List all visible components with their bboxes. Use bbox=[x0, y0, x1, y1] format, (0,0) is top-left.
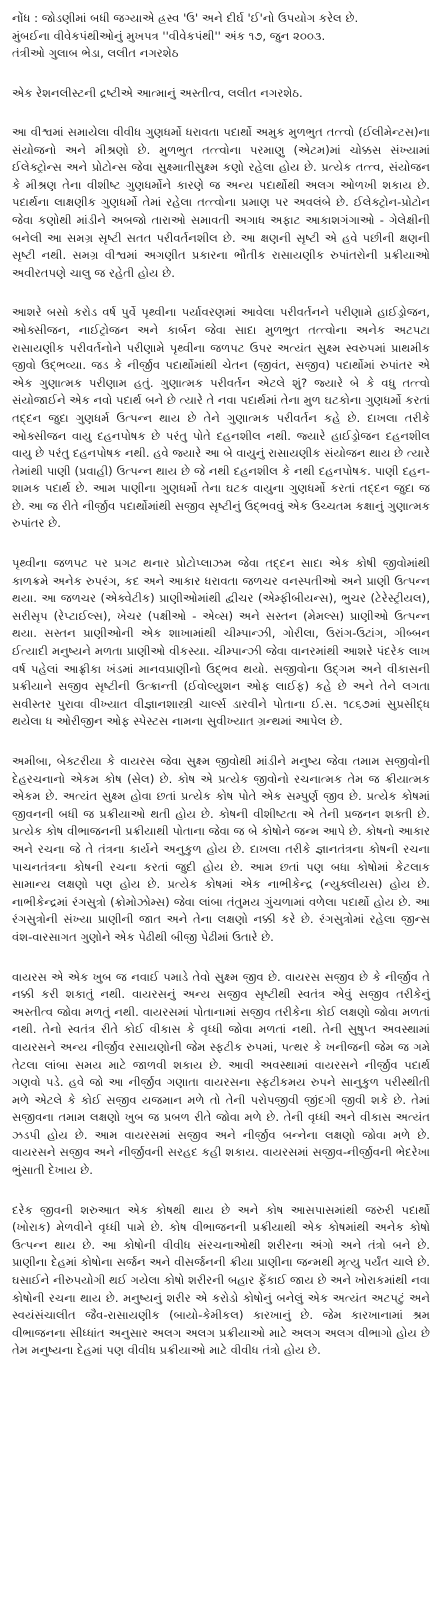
paragraph-origin-of-life: આશરે બસો કરોડ વર્ષ પુર્વે પૃથ્વીના પર્યાવરણમાં આવેલા પરીવર્તનને પરીણામે હાઈડ્રોજન, ઓક્સીજન, નાઈટ્રોજન અને કાર્બન જેવા સાદા મુળભુત તત્ત્વોના અનેક અટપટા રાસાયણીક પરીવર્તનોને પરીણામે પૃથ્વીના જળપટ ઉપર અત્યંત સુક્ષ્મ સ્વરુપમાં પ્રાથમીક જીવો ઉદ્ભવ્યા. જડ કે નીર્જીવ પદાર્થોમાંથી ચેતન (જીવંત, સજીવ) પદાર્થોમાં રુપાંતર એ એક ગુણાત્મક પરીણામ હતું. ગુણાત્મક પરીવર્તન એટલે શું? જ્યારે બે કે વધુ તત્ત્વો સંયોજાઈને એક નવો પદાર્થ બને છે ત્યારે તે નવા પદાર્થમાં તેના મુળ ઘટકોના ગુણધર્મો કરતાં તદ્દન જુદા ગુણધર્મ ઉત્પન્ન થાય છે તેને ગુણાત્મક પરીવર્તન કહે છે. દાખલા તરીકે ઓક્સીજન વાયુ દહનપોષક છે પરંતુ પોતે દહનશીલ નથી. જ્યારે હાઈડ્રોજન દહનશીલ વાયુ છે પરંતુ દહનપોષક નથી. હવે જ્યારે આ બે વાયુનું રાસાયણીક સંયોજન થાય છે ત્યારે તેમાંથી પાણી (પ્રવાહી) ઉત્પન્ન થાય છે જે નથી દહનશીલ કે નથી દહનપોષક. પાણી દહન-શામક પદાર્થ છે. આમ પાણીના ગુણધર્મો તેના ઘટક વાયુના ગુણધર્મો કરતાં તદ્દન જુદા જ છે. આ જ રીતે નીર્જીવ પદાર્થોમાંથી સજીવ સૃષ્ટીનું ઉદ્ભવવું એક ઉચ્ચતમ કક્ષાનું ગુણાત્મક રુપાંતર છે. bbox=[12, 305, 430, 531]
note-line-editors: તંત્રીઓ ગુલાબ ભેડા, લલીત નગરશેઠ bbox=[12, 46, 179, 60]
article-byline: એક રેશનલીસ્ટની દ્રષ્ટીએ આત્માનું અસ્તીત્વ, લલીત નગરશેઠ. bbox=[12, 85, 303, 100]
header-note bbox=[12, 10, 430, 63]
paragraph-evolution: પૃથ્વીના જળપટ પર પ્રગટ થનાર પ્રોટોપ્લાઝમ જેવા તદ્દન સાદા એક કોષી જીવોમાંથી કાળક્રમે અનેક રુપરંગ, કદ અને આકાર ધરાવતા જળચર વનસ્પતીઓ અને પ્રાણી ઉત્પન્ન થયા. આ જળચર (એક્વેટીક) પ્રાણીઓમાંથી દ્વીચર (એમ્ફીબીયન્સ), ભુચર (ટેરેસ્ટ્રીયલ), સરીસૃપ (રેપ્ટાઈલ્સ), ખેચર (પક્ષીઓ - એવ્સ) અને સસ્તન (મેમલ્સ) પ્રાણીઓ ઉત્પન્ન થયા. સસ્તન પ્રાણીઓની એક શાખામાંથી ચીમ્પાન્ઝી, ગોરીલા, ઉરાંગ-ઉટાંગ, ગીબ્બન ઈત્યાદી મનુષ્યને મળતા પ્રાણીઓ વીકસ્યા. ચીમ્પાન્ઝી જેવા વાનરમાંથી આશરે પંદરેક લાખ વર્ષ પહેલાં આફ્રીકા ખંડમાં માનવપ્રાણીનો ઉદ્ભવ થયો. સજીવોના ઉદ્ગમ અને વીકાસની પ્રક્રીયાને સજીવ સૃષ્ટીની ઉત્ક્રાન્તી (ઈવોલ્યુશન ઓફ લાઈફ) કહે છે અને તેને લગતા સવીસ્તર પુરાવા વીખ્યાત વીજ્ઞાનશાસ્ત્રી ચાર્લ્સ ડારવીને પોતાના ઈ.સ. ૧૮૬૭માં સુપ્રસીદ્ધ થયેલા ધ ઓરીજીન ઓફ સ્પેસ્ટસ નામના સુવીખ્યાત ગ્રન્થમાં આપેલ છે. bbox=[12, 556, 430, 729]
paragraph-body-cells: દરેક જીવની શરુઆત એક કોષથી થાય છે અને કોષ આસપાસમાંથી જરુરી પદાર્થો (ખોરાક) મેળવીને વૃધ્ધી પામે છે. કોષ વીભાજનની પ્રક્રીયાથી એક કોષમાંથી અનેક કોષો ઉત્પન્ન થાય છે. આ કોષોની વીવીધ સંરચનાઓથી શરીરના અંગો અને તંત્રો બને છે. પ્રાણીના દેહમાં કોષોના સર્જન અને વીસર્જનની ક્રીયા પ્રાણીના જન્મથી મૃત્યુ પર્યંત ચાલે છે. ઘસાઈને નીરુપયોગી થઈ ગયેલા કોષો શરીરની બહાર ફેંકાઈ જાય છે અને ખોરાકમાંથી નવા કોષોની રચના થાય છે. મનુષ્યનું શરીર એ કરોડો કોષોનું બનેલું એક અત્યંત અટપટું અને સ્વયંસંચાલીત જૈવ-રાસાયણીક (બાયો-કેમીકલ) કારખાનું છે. જેમ કારખાનામાં શ્રમ વીભાજનના સીધ્ધાંત અનુસાર અલગ અલગ પ્રક્રીયાઓ માટે અલગ અલગ વીભાગો હોય છે તેમ મનુષ્યના દેહમાં પણ વીવીધ પ્રક્રીયાઓ માટે વીવીધ તંત્રો હોય છે. bbox=[12, 1202, 430, 1358]
note-line-publication: મુંબઈના વીવેકપંથીઓનું મુખપત્ર ''વીવેકપંથી'' અંક ૧૭, જુન ૨૦૦૩. bbox=[12, 28, 326, 43]
paragraph-virus: વાયરસ એ એક ખુબ જ નવાઈ પમાડે તેવો સુક્ષ્મ જીવ છે. વાયરસ સજીવ છે કે નીર્જીવ તે નક્કી કરી શકાતું નથી. વાયરસનું અન્ય સજીવ સૃષ્ટીથી સ્વતંત્ર એવું સજીવ તરીકેનું અસ્તીત્વ જોવા મળતું નથી. વાયરસમાં પોતાનામાં સજીવ તરીકેના કોઈ લક્ષણો જોવા મળતાં નથી. તેનો સ્વતંત્ર રીતે કોઈ વીકાસ કે વૃધ્ધી જોવા મળતાં નથી. તેની સુષુપ્ત અવસ્થામાં વાયરસને અન્ય નીર્જીવ રસાયણોની જેમ સ્ફટીક રુપમાં, પત્થર કે ખનીજની જેમ જ ગમે તેટલા લાંબા સમય માટે જાળવી શકાય છે. આવી અવસ્થામાં વાયરસને નીર્જીવ પદાર્થ ગણવો પડે. હવે જો આ નીર્જીવ ગણાતા વાયરસના સ્ફટીકમય રુપને સાનુકુળ પરીસ્થીતી મળે એટલે કે કોઈ સજીવ યજમાન મળે તો તેની પરોપજીવી જીંદગી જીવી શકે છે. તેમાં સજીવના તમામ લક્ષણો ખુબ જ પ્રબળ રીતે જોવા મળે છે. તેની વૃધ્ધી અને વીકાસ અત્યંત ઝડપી હોય છે. આમ વાયરસમાં સજીવ અને નીર્જીવ બન્નેના લક્ષણો જોવા મળે છે. વાયરસને સજીવ અને નીર્જીવની સરહદ કહી શકાય. વાયરસમાં સજીવ-નીર્જીવની ભેદરેખા ભુંસાતી દેખાય છે. bbox=[12, 969, 430, 1178]
paragraph-universe: આ વીશ્વમાં સમાયેલા વીવીધ ગુણધર્મો ધરાવતા પદાર્થો અમુક મુળભુત તત્ત્વો (ઈલીમેન્ટસ)ના સંયોજનો અને મીશ્રણો છે. મુળભુત તત્ત્વોના પરમાણુ (એટમ)માં ચોક્કસ સંખ્યામાં ઈલેક્ટ્રોન્સ અને પ્રોટોન્સ જેવા સુક્ષ્માતીસુક્ષ્મ કણો રહેલા હોય છે. પ્રત્યેક તત્ત્વ, સંયોજન કે મીશ્રણ તેના વીશીષ્ટ ગુણધર્મોને કારણે જ અન્ય પદાર્થોથી અલગ ઓળખી શકાય છે. પદાર્થના લાક્ષણીક ગુણધર્મો તેમાં રહેલા તત્ત્વોના પ્રમાણ પર અવલંબે છે. ઈલેક્ટ્રોન-પ્રોટોન જેવા કણોથી માંડીને અબજો તારાઓ સમાવતી અગાધ અફાટ આકાશગંગાઓ - ગેલેક્ષીની બનેલી આ સમગ્ર સૃષ્ટી સતત પરીવર્તનશીલ છે. આ ક્ષણની સૃષ્ટી એ હવે પછીની ક્ષણની સૃષ્ટી નથી. સમગ્ર વીશ્વમાં અગણીત પ્રકારના ભૌતીક રાસાયણીક રુપાંતરોની પ્રક્રીયાઓ અવીરતપણે ચાલુ જ રહેતી હોય છે. bbox=[12, 125, 430, 280]
note-line-spelling: નોંધ : જોડણીમાં બધી જગ્યાએ હ્રસ્વ 'ઉ' અને દીર્ઘ 'ઈ'નો ઉપયોગ કરેલ છે. bbox=[12, 11, 359, 25]
paragraph-cell: અમીબા, બેક્ટરીયા કે વાયરસ જેવા સુક્ષ્મ જીવોથી માંડીને મનુષ્ય જેવા તમામ સજીવોની દેહરચનાનો એકમ કોષ (સેલ) છે. કોષ એ પ્રત્યેક જીવોનો રચનાત્મક તેમ જ ક્રીયાત્મક એકમ છે. અત્યંત સુક્ષ્મ હોવા છતાં પ્રત્યેક કોષ પોતે એક સમ્પુર્ણ જીવ છે. પ્રત્યેક કોષમાં જીવનની બધી જ પ્રક્રીયાઓ થતી હોય છે. કોષની વીશીષ્ટતા એ તેની પ્રજનન શક્તી છે. પ્રત્યેક કોષ વીભાજનની પ્રક્રીયાથી પોતાના જેવા જ બે કોષોને જન્મ આપે છે. કોષનો આકાર અને રચના જે તે તંત્રના કાર્યને અનુકુળ હોય છે. દાખલા તરીકે જ્ઞાનતંત્રના કોષની રચના પાચનતંત્રના કોષની રચના કરતાં જુદી હોય છે. આમ છતાં પણ બધા કોષોમાં કેટલાક સામાન્ય લક્ષણો પણ હોય છે. પ્રત્યેક કોષમાં એક નાભીકેન્દ્ર (ન્યુક્લીયસ) હોય છે. નાભીકેન્દ્રમાં રંગસુત્રો (ક્રોમોઝોમ્સ) જેવા લાંબા તંતુમય ગુંચળામાં વળેલા પદાર્થો હોય છે. આ રંગસુત્રોની સંખ્યા પ્રાણીની જાત અને તેના લક્ષણો નક્કી કરે છે. રંગસુત્રોમાં રહેલા જીન્સ વંશ-વારસાગત ગુણોને એક પેઢીથી બીજી પેઢીમાં ઉતારે છે. bbox=[12, 754, 430, 944]
